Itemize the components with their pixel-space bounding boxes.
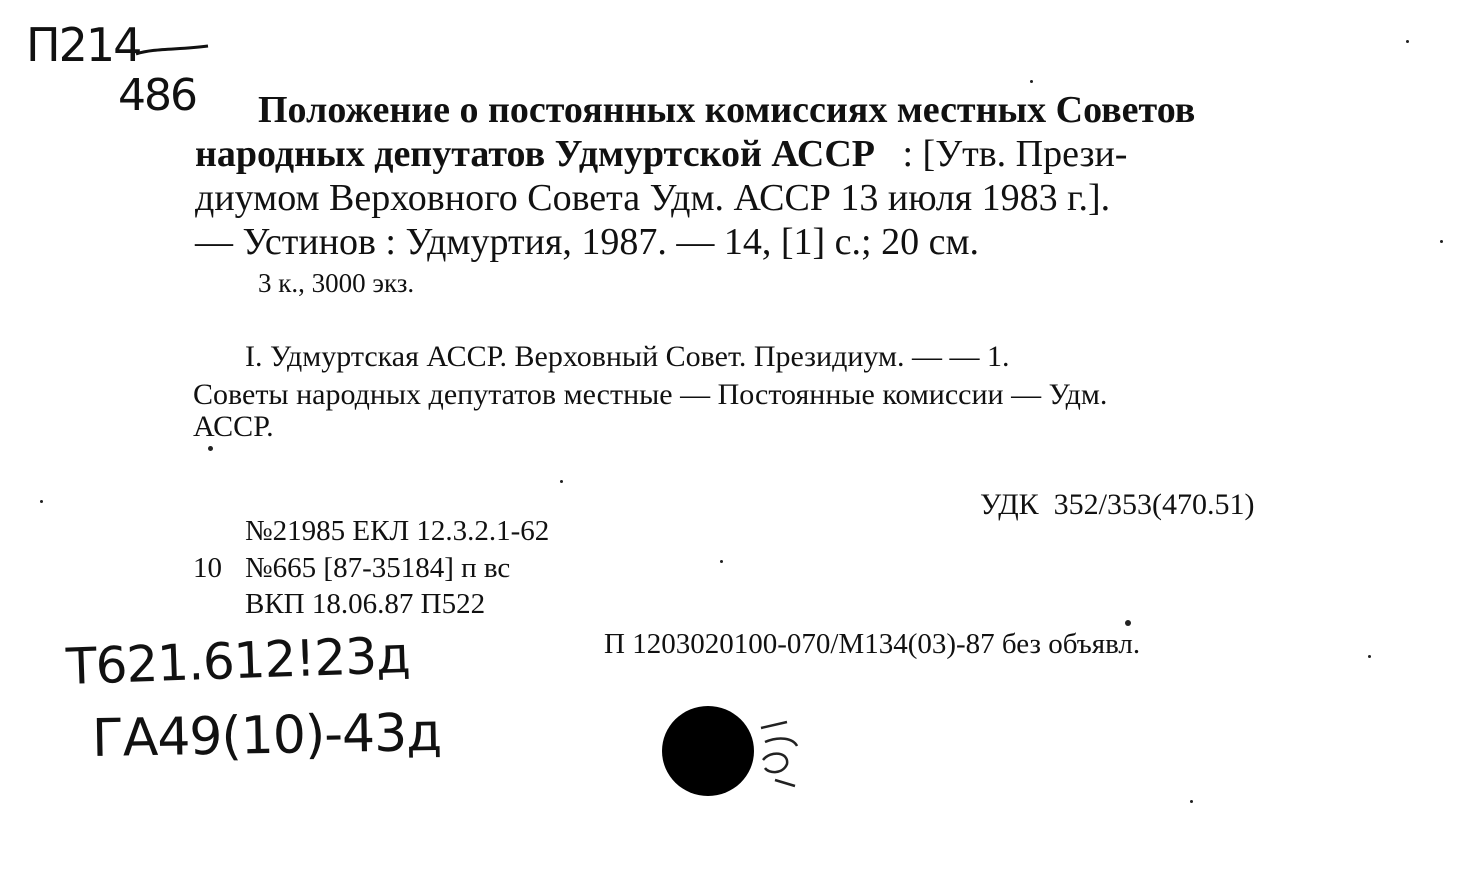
registration-line-3: ВКП 18.06.87 П522 [245, 588, 486, 620]
handwritten-classification-2: ГА49(10)-43д [91, 702, 442, 770]
registration-line-2: №665 [87-35184] п вс [245, 552, 511, 584]
entry-title-line-2-bold: народных депутатов Удмуртской АССР [195, 133, 875, 175]
tracings-line-2: Советы народных депутатов местные — Постоянные комиссии — Удм. [193, 378, 1108, 411]
scan-speck [1368, 655, 1371, 658]
price-copies: 3 к., 3000 экз. [258, 268, 415, 298]
punch-hole [662, 706, 754, 796]
registration-line-2-prefix: 10 [193, 552, 222, 584]
scan-speck [208, 446, 213, 451]
entry-line-4: — Устинов : Удмуртия, 1987. — 14, [1] с.; 20 см. [195, 221, 980, 263]
handwritten-shelf-code-top: П214 [26, 18, 141, 72]
registration-line-1: №21985 ЕКЛ 12.3.2.1-62 [245, 515, 550, 547]
index-code: П 1203020100-070/М134(03)-87 без объявл. [604, 628, 1141, 660]
scan-speck [1190, 800, 1193, 803]
torn-paper-mark [757, 720, 807, 790]
scan-speck [1030, 80, 1033, 83]
entry-line-2 [195, 132, 1360, 176]
scan-speck [40, 500, 43, 503]
entry-line-3: диумом Верховного Совета Удм. АССР 13 июля 1983 г.]. [195, 177, 1111, 219]
scan-speck [1440, 240, 1443, 243]
tracings-line-3: АССР. [193, 410, 274, 443]
scan-speck [560, 480, 563, 483]
tracings-line-1: I. Удмуртская АССР. Верховный Совет. Президиум. — — 1. [245, 340, 1010, 373]
entry-title-line-2-rest: : [Утв. Прези- [902, 133, 1128, 175]
entry-title-line-1: Положение о постоянных комиссиях местных Советов [258, 89, 1196, 131]
scan-speck [1125, 620, 1131, 626]
handwritten-shelf-code-bottom: 486 [118, 70, 196, 121]
udk-code: УДК 352/353(470.51) [980, 488, 1255, 521]
scan-speck [1406, 40, 1409, 43]
scan-speck [720, 560, 723, 563]
handwritten-dash-mark [134, 40, 214, 64]
handwritten-classification-1: Т621.612!23д [65, 626, 411, 696]
